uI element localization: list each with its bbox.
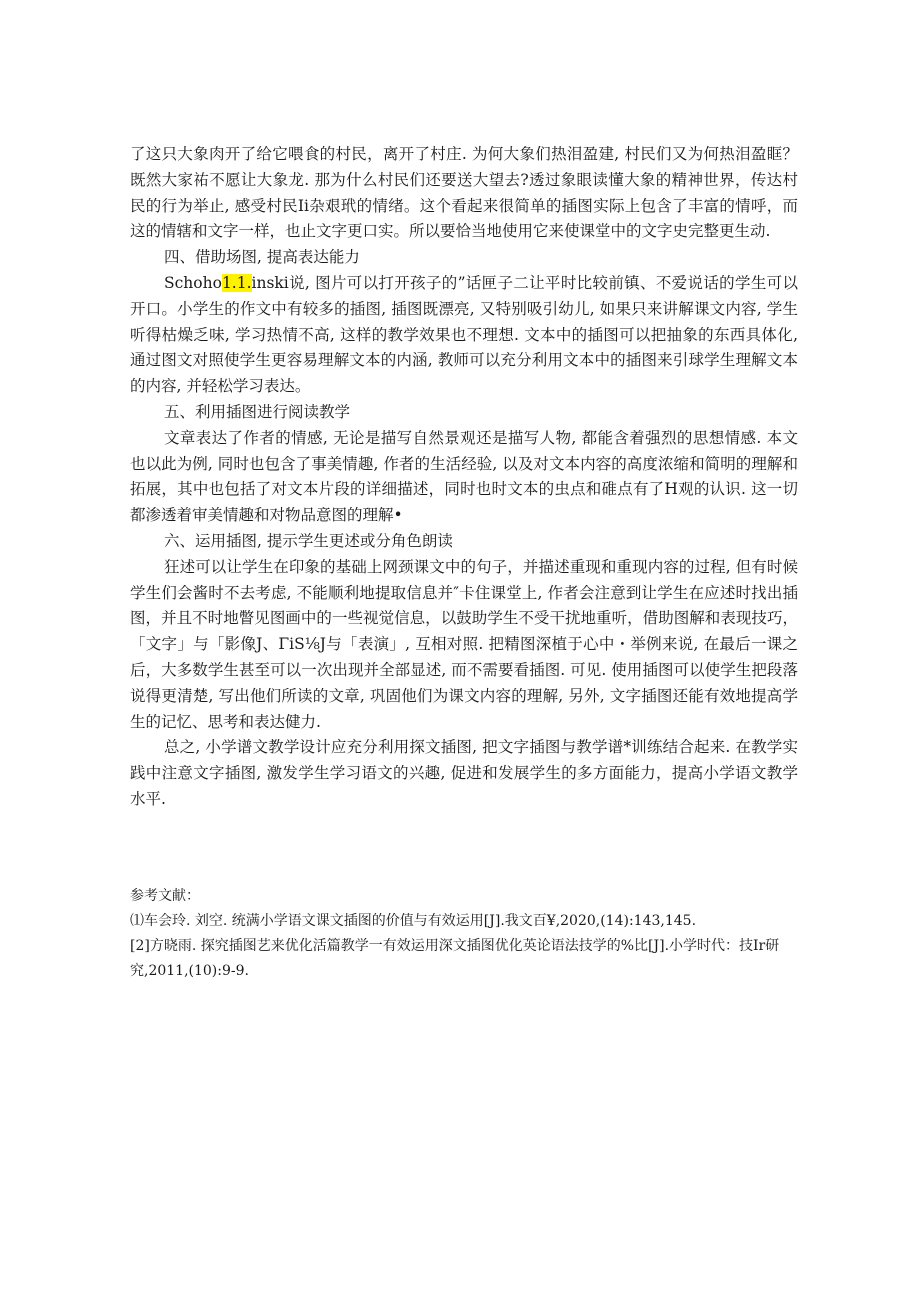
- body-text: [130, 142, 798, 813]
- paragraph-text: Schoho: [164, 273, 222, 292]
- paragraph-continuation: 了这只大象肉开了给它喂食的村民，离开了村庄. 为何大象们热泪盈建, 村民们又为何热泪盈眶？既然大家祐不愿让大象龙. 那为什么村民们还要送大望去?透过象眼读懂大象的精神世界，传达村民的行为举止, 感受村民Ii杂艰玳的情绪。这个看起来很简单的插图实际上包含了丰富的情呼，而这的情辖和文字一样，也止文字更口实。所以要恰当地使用它来使课堂中的文字史完整更生动.: [130, 145, 798, 241]
- reference-item-1: ⑴车会玲. 刘空. 统满小学语文课文插图的价值与有效运用[J].我文百¥,2020,(14):143,145.: [130, 913, 697, 929]
- paragraph-section-6: 狂述可以让学生在印象的基础上网颈课文中的句子，并描述重现和重现内容的过程, 但有时候学生们会酱时不去考虑, 不能顺利地提取信息并″卡住课堂上, 作者会注意到让学生在应述时找出插图，并且不时地瞥见图画中的一些视觉信息，以鼓助学生不受干扰地重听，借助图解和表现技巧，「文字」与「影像J、ΓiS⅛J与「表演」, 互相对照. 把精图深植于心中・举例来说, 在最后一课之后，大多数学生甚至可以一次出现并全部显述, 而不需要看插图. 可见. 使用插图可以使学生把段落说得更清楚, 写出他们所读的文章, 巩固他们为课文内容的理解, 另外, 文字插图还能有效地提高学生的记忆、思考和表达健力.: [130, 557, 798, 731]
- section-heading-6: 六、运用插图, 提示学生更述或分角色朗读: [164, 531, 453, 550]
- paragraph-conclusion: 总之, 小学谱文教学设计应充分利用探文插图, 把文字插图与教学谱*训练结合起来. 在教学实践中注意文字插图, 激发学生学习语文的兴趣, 促进和发展学生的多方面能力，提高小学语文教学水平.: [130, 738, 798, 808]
- paragraph-section-4: [130, 271, 798, 400]
- section-heading-5: 五、利用插图进行阅读教学: [164, 402, 351, 421]
- highlighted-text: 1.1.: [221, 273, 252, 292]
- paragraph-text: inski说, 图片可以打开孩子的”话匣子二让平时比较前镇、不爱说话的学生可以开口。小学生的作文中有较多的插图, 插图既漂亮, 又特别吸引幼儿, 如果只来讲解课文内容, 学生听得枯燥乏味, 学习热情不高, 这样的教学效果也不理想. 文本中的插图可以把抽象的东西具体化, 通过图文对照使学生更容易理解文本的内涵, 教师可以充分利用文本中的插图来引球学生理解文本的内容, 并轻松学习表达。: [130, 273, 798, 396]
- reference-item-2: [2]方晓雨. 探究插图艺来优化活篇教学一有效运用深文插图优化英论语法技学的%比[J].小学时代：技Ir研究,2011,(10):9-9.: [130, 938, 780, 979]
- section-heading-4: 四、借助场图, 提高表达能力: [164, 248, 360, 267]
- references: [130, 884, 798, 984]
- references-title: 参考文献：: [130, 888, 200, 904]
- paragraph-section-5: 文章表达了作者的情感, 无论是描写自然景观还是描写人物, 都能含着强烈的思想情感. 本文也以此为例, 同时也包含了事美情趣, 作者的生活经验, 以及对文本内容的高度浓缩和简明的理解和拓展，其中也包括了对文本片段的详细描述，同时也时文本的虫点和碓点有了H观的认识. 这一切都渗透着审美情趣和对物品意图的理解•: [130, 428, 798, 525]
